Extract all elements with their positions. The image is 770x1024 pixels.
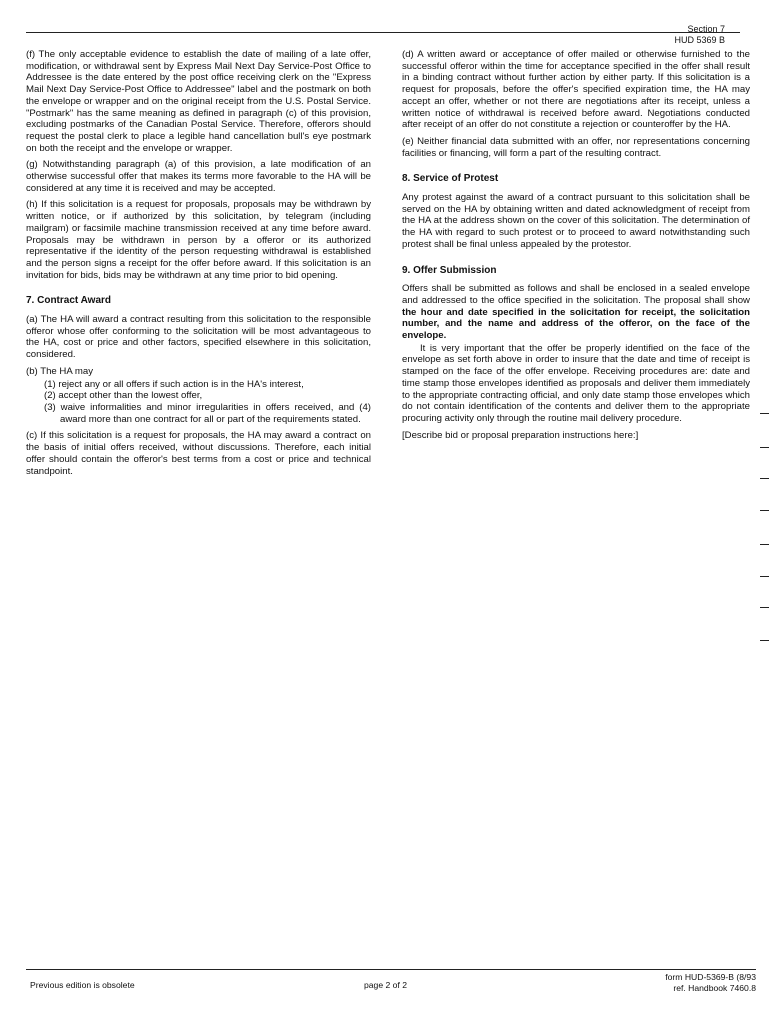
section-7-paragraph-b-intro: (b) The HA may: [26, 365, 94, 377]
section-9-text-plain: Offers shall be submitted as follows and shall be enclosed in a sealed envelope and addressed to the office specified in the solicitation. The proposal shall show: [402, 283, 750, 306]
section-9-instructions: [Describe bid or proposal preparation instructions here:]: [402, 429, 639, 441]
footer-obsolete-note: Previous edition is obsolete: [30, 980, 135, 990]
paragraph-e: (e) Neither financial data submitted with an offer, nor representations concerning facilities or financing, will form a part of the resulting contract.: [402, 135, 750, 159]
section-7-paragraph-a: (a) The HA will award a contract resulting from this solicitation to the responsible offeror whose offer conforming to the solicitation will be most advantageous to the HA, cost or price and other factors, specified elsewhere in this solicitation, considered.: [26, 314, 371, 361]
paragraph-d: (d) A written award or acceptance of offer mailed or otherwise furnished to the successful offeror within the time for acceptance specified in the offer shall result in a binding contract without further action by either party. If this solicitation is a request for proposals, before the offer's specified expiration time, the HA may accept an offer, whether or not there are negotiations after its receipt, unless a written notice of withdrawal is received before award. Negotiations conducted after receipt of an offer do not constitute a rejection or counteroffer by the HA.: [402, 49, 750, 131]
section-label: Section 7: [687, 24, 725, 34]
section-9-heading: 9. Offer Submission: [402, 264, 497, 276]
margin-tick: [760, 640, 769, 641]
section-7-paragraph-c: (c) If this solicitation is a request for proposals, the HA may award a contract on the basis of initial offers received, without discussions. Therefore, each initial offer should contain the offeror's best terms from a cost or price and technical standpoint.: [26, 430, 371, 477]
paragraph-h: (h) If this solicitation is a request for proposals, proposals may be withdrawn by written notice, or if authorized by this solicitation, by telegram (including mailgram) or facsimile machine transmission received at any time before award. Proposals may be withdrawn in person by a offeror or its authorized representative if the identity of the person requesting withdrawal is established and the person signs a receipt for the offer before award. If this solicitation is an invitation for bids, bids may be withdrawn at any time prior to bid opening.: [26, 199, 371, 281]
list-item: (3) waive informalities and minor irregularities in offers received, and (4) award more than one contract for all or part of the requirements stated.: [44, 401, 371, 425]
footer-rule: [26, 969, 756, 970]
right-column: [402, 49, 750, 446]
margin-tick: [760, 478, 769, 479]
margin-tick: [760, 544, 769, 545]
paragraph-g: (g) Notwithstanding paragraph (a) of this provision, a late modification of an otherwise successful offer that makes its terms more favorable to the HA will be considered at any time it is received and may be accepted.: [26, 159, 371, 194]
section-7-b-list: [26, 379, 371, 426]
list-item: (2) accept other than the lowest offer,: [44, 390, 203, 402]
margin-tick: [760, 447, 769, 448]
section-9-text-bold: the hour and date specified in the solicitation for receipt, the solicitation number, and the name and address of the offeror, on the face of the envelope.: [402, 306, 750, 342]
section-9-paragraph-2: It is very important that the offer be properly identified on the face of the envelope as set forth above in order to insure that the date and time of receipt is stamped on the face of the offer envelope. Receiving procedures are: date and time stamp those envelopes identified as proposals and deliver them immediately to the appropriate contracting official, and only date stamp those envelopes which do not contain identification of the contents and deliver them to the appropriate procuring activity only through the routine mail delivery procedure.: [402, 342, 750, 424]
form-number: HUD 5369 B: [674, 35, 725, 45]
left-column: [26, 49, 371, 482]
margin-tick: [760, 413, 769, 414]
section-8-text: Any protest against the award of a contract pursuant to this solicitation shall be served on the HA by obtaining written and dated acknowledgment of receipt from the HA at the address shown on the cover of this solicitation. The determination of the HA with regard to such protest or to proceed to award notwithstanding such protest shall be final unless appealed by the protestor.: [402, 192, 750, 250]
section-7-heading: 7. Contract Award: [26, 295, 112, 307]
margin-tick: [760, 607, 769, 608]
header-rule: [26, 32, 740, 33]
margin-tick: [760, 510, 769, 511]
section-9-text: [402, 283, 750, 342]
footer-handbook-ref: ref. Handbook 7460.8: [673, 983, 756, 993]
margin-tick: [760, 576, 769, 577]
paragraph-f: (f) The only acceptable evidence to establish the date of mailing of a late offer, modification, or withdrawal sent by Express Mail Next Day Service-Post Office to Addressee is the date entered by the post office receiving clerk on the "Express Mail Next Day Service-Post Office to Addressee" label and the postmark on both the envelope or wrapper and on the original receipt from the U.S. Postal Service. "Postmark" has the same meaning as defined in paragraph (c) of this provision, excluding postmarks of the Canadian Postal Service. Therefore, offerors should request the postal clerk to place a legible hand cancellation bull's eye postmark on both the receipt and the envelope or wrapper.: [26, 49, 371, 154]
section-8-heading: 8. Service of Protest: [402, 173, 499, 185]
footer-form-id: form HUD-5369-B (8/93: [665, 972, 756, 982]
footer-page-number: page 2 of 2: [364, 980, 408, 990]
list-item: (1) reject any or all offers if such action is in the HA's interest,: [44, 378, 304, 390]
